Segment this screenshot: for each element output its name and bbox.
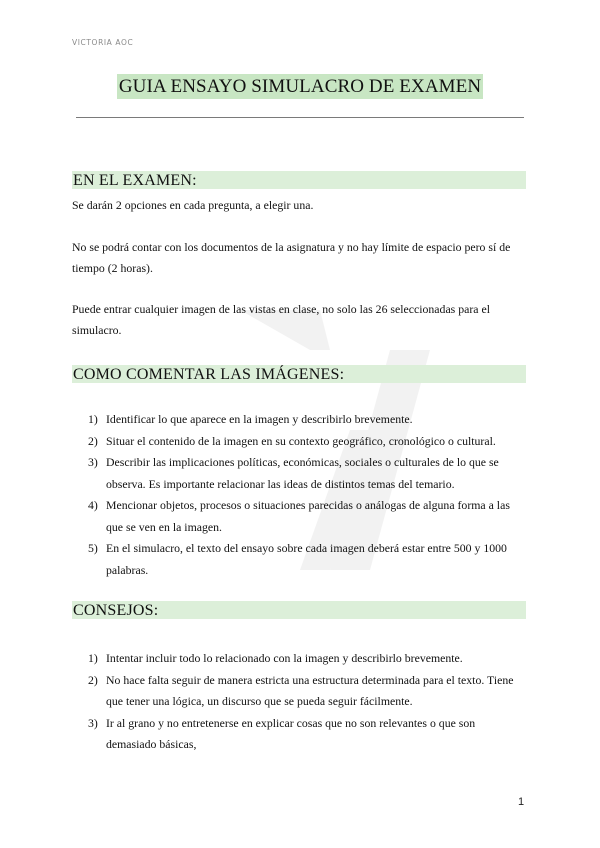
section-heading-exam: EN EL EXAMEN: <box>72 171 526 189</box>
list-item-number: 3) <box>88 455 98 469</box>
list-item-number: 1) <box>88 412 98 426</box>
list-item-number: 5) <box>88 541 98 555</box>
tips-list <box>88 648 526 756</box>
list-item <box>88 538 526 581</box>
list-item-number: 1) <box>88 651 98 665</box>
list-item-number: 4) <box>88 498 98 512</box>
title-divider <box>76 117 524 118</box>
list-item-text: Ir al grano y no entretenerse en explicar cosas que no son relevantes o que son demasiado básicas, <box>106 715 476 751</box>
section-heading-tips: CONSEJOS: <box>72 601 526 619</box>
list-item-text: Situar el contenido de la imagen en su contexto geográfico, cronológico o cultural. <box>106 433 496 448</box>
list-item <box>88 648 526 670</box>
list-item <box>88 409 526 431</box>
list-item-text: Identificar lo que aparece en la imagen y describirlo brevemente. <box>106 412 413 426</box>
exam-paragraph-documents: No se podrá contar con los documentos de la asignatura y no hay límite de espacio pero sí de tiempo (2 horas). <box>72 240 511 275</box>
list-item <box>88 495 526 538</box>
list-item-number: 2) <box>88 672 98 687</box>
document-title: GUIA ENSAYO SIMULACRO DE EXAMEN <box>118 76 482 97</box>
list-item-number: 2) <box>88 433 98 448</box>
exam-paragraph-options: Se darán 2 opciones en cada pregunta, a elegir una. <box>72 198 314 212</box>
list-item <box>88 670 526 713</box>
list-item <box>88 452 526 495</box>
author-watermark-text: VICTORIA AOC <box>72 38 134 47</box>
list-item <box>88 431 526 453</box>
list-item-text: En el simulacro, el texto del ensayo sobre cada imagen deberá estar entre 500 y 1000 palabras. <box>106 541 507 577</box>
exam-paragraph-images: Puede entrar cualquier imagen de las vistas en clase, no solo las 26 seleccionadas para el simulacro. <box>72 302 490 337</box>
list-item-text: Intentar incluir todo lo relacionado con la imagen y describirlo brevemente. <box>106 651 463 665</box>
list-item-text: Describir las implicaciones políticas, económicas, sociales o culturales de lo que se observa. Es importante relacionar las ideas de distintos temas del temario. <box>106 455 499 491</box>
section-heading-comment: COMO COMENTAR LAS IMÁGENES: <box>72 365 526 383</box>
page-number: 1 <box>518 796 525 808</box>
list-item-number: 3) <box>88 715 98 730</box>
list-item <box>88 713 526 756</box>
list-item-text: Mencionar objetos, procesos o situaciones parecidas o análogas de alguna forma a las que se ven en la imagen. <box>106 498 510 534</box>
list-item-text: No hace falta seguir de manera estricta una estructura determinada para el texto. Tiene que tener una lógica, un discurso que se pueda seguir fácilmente. <box>106 672 514 708</box>
comment-steps-list <box>88 409 526 581</box>
